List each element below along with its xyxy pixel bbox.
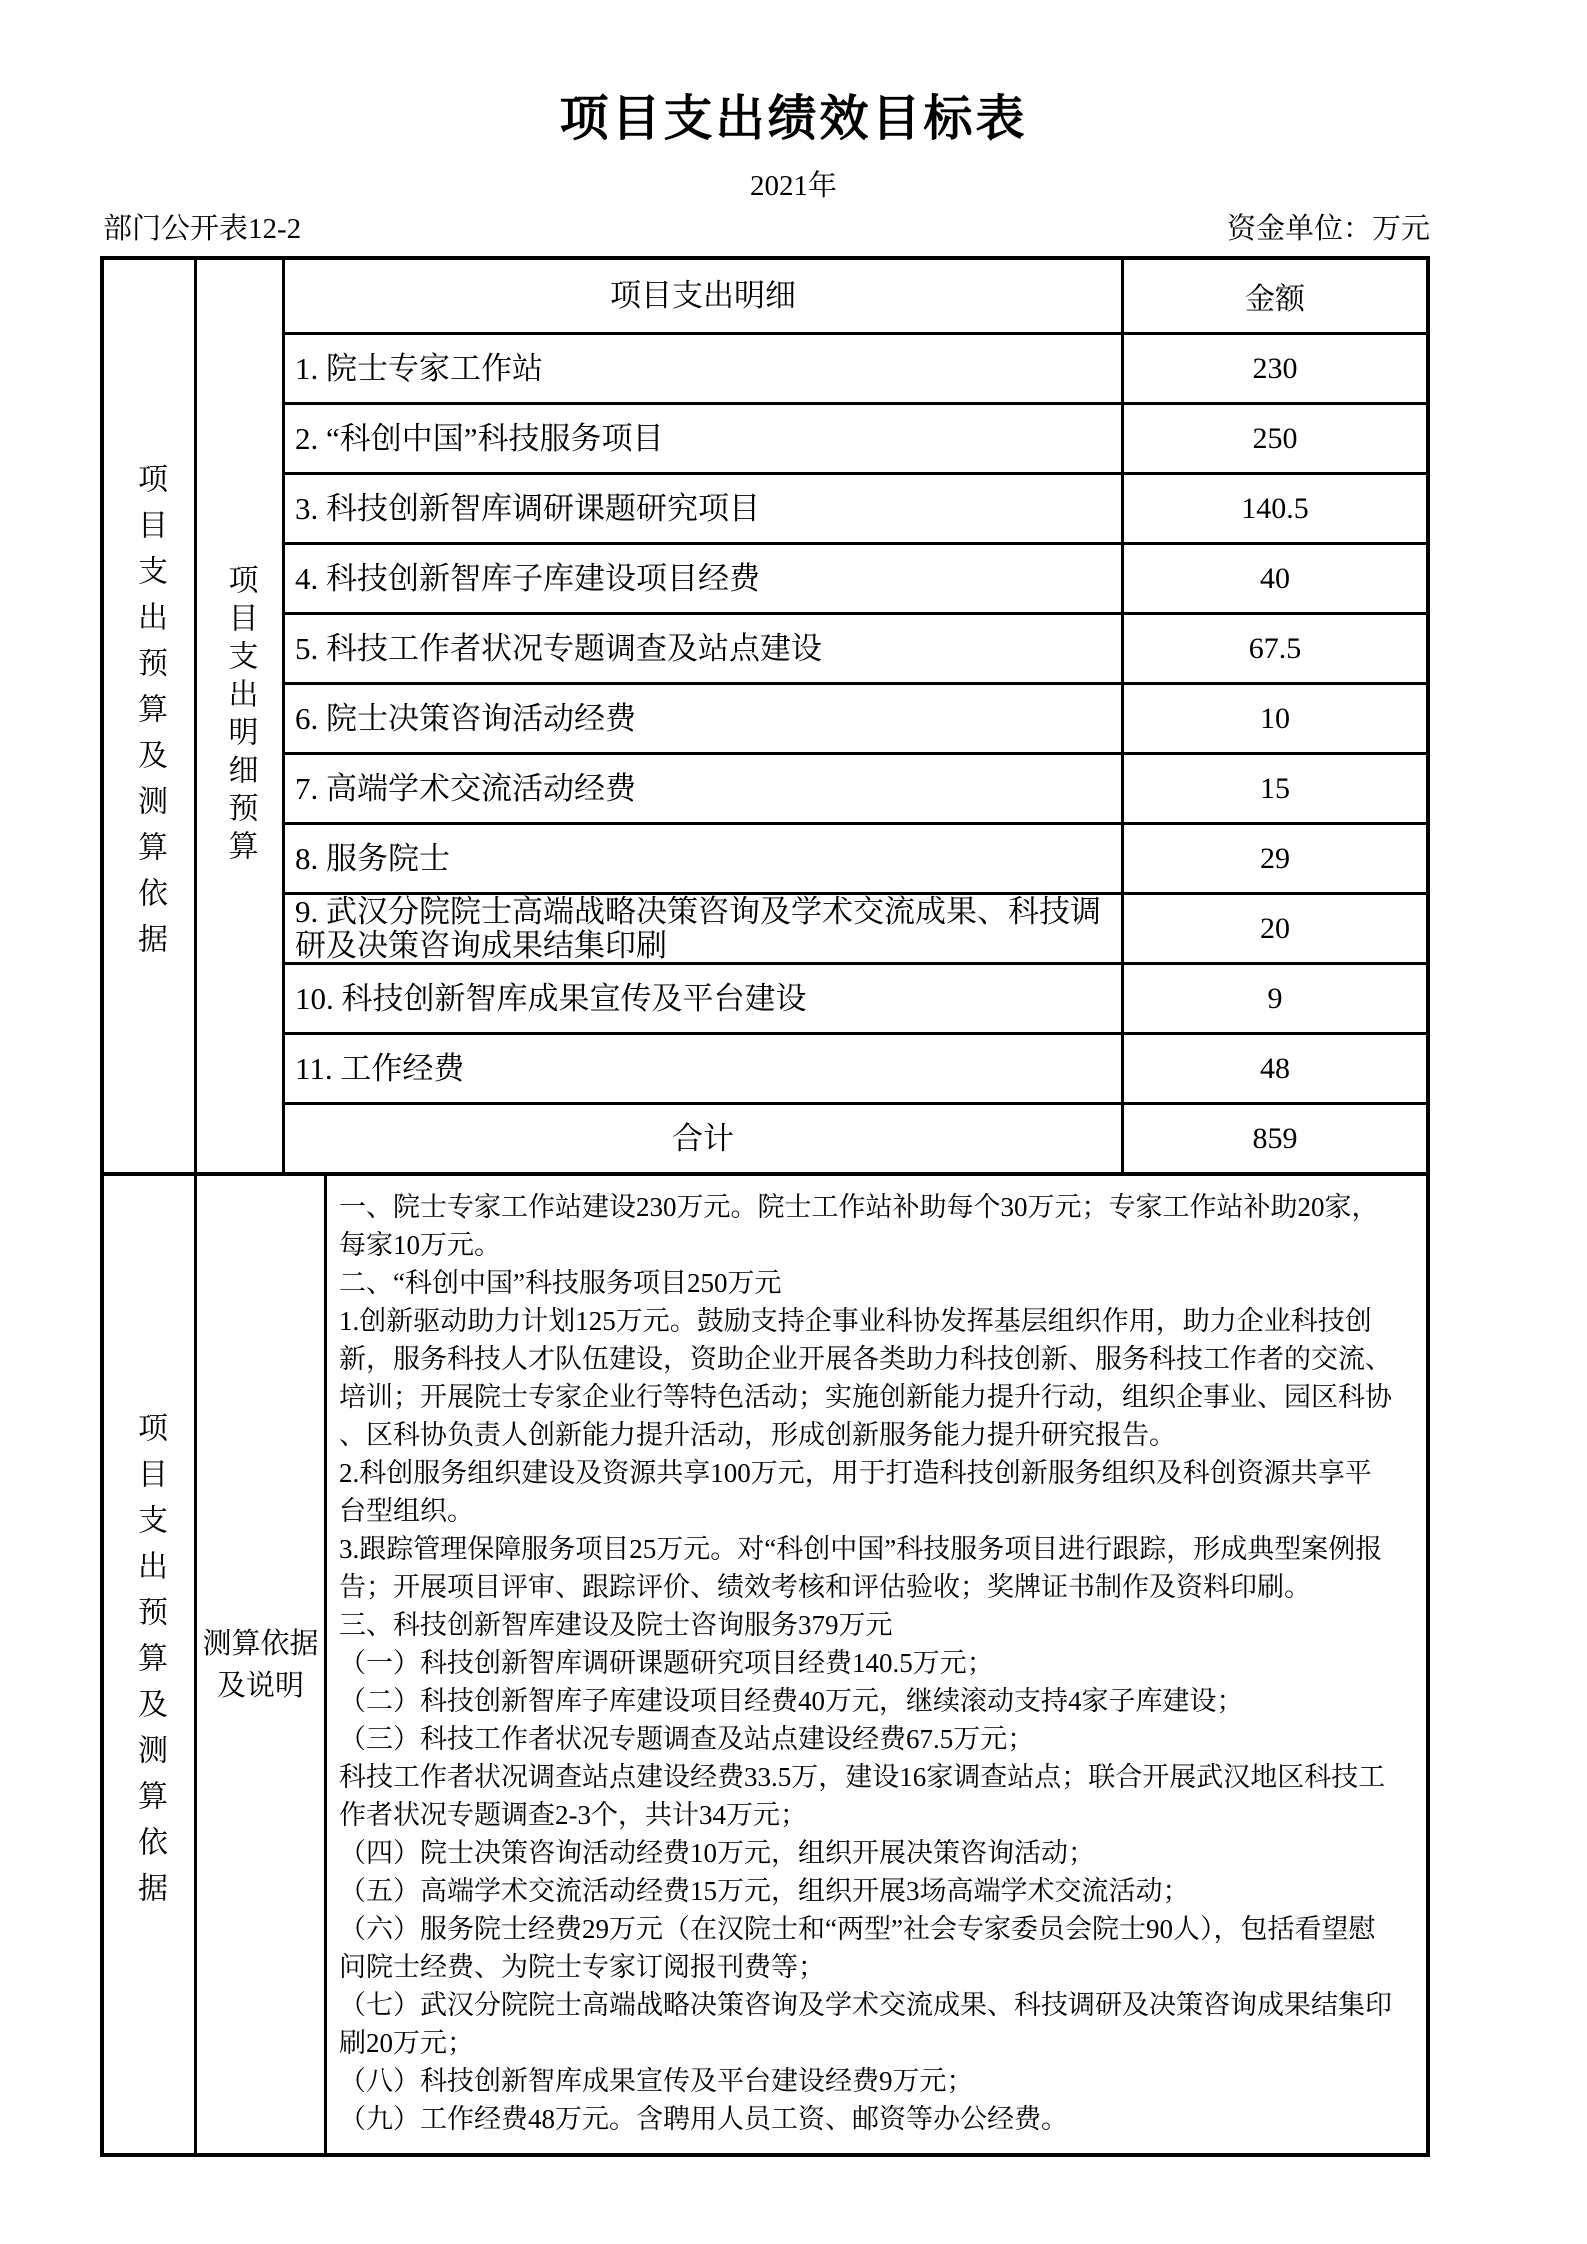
project-item-label: 7. 高端学术交流活动经费 xyxy=(295,770,636,806)
total-row xyxy=(285,1102,1426,1172)
column-header-row xyxy=(285,260,1426,332)
table-row xyxy=(285,822,1426,892)
text-line: 问院士经费、为院士专家订阅报刊费等； xyxy=(339,1952,825,1982)
text-line: 、区科协负责人创新能力提升活动，形成创新服务能力提升研究报告。 xyxy=(339,1420,1176,1450)
project-item-label: 2. “科创中国”科技服务项目 xyxy=(295,420,664,456)
side-header-cell xyxy=(104,260,197,1172)
text-line: 科技工作者状况调查站点建设经费33.5万，建设16家调查站点；联合开展武汉地区科技工 xyxy=(339,1762,1386,1792)
text-line: （一）科技创新智库调研课题研究项目经费140.5万元； xyxy=(339,1648,994,1678)
table-row xyxy=(285,1032,1426,1102)
side-header-cell-2 xyxy=(104,1176,197,2153)
table-row xyxy=(285,542,1426,612)
project-item-label: 11. 工作经费 xyxy=(295,1050,465,1086)
detail-grid xyxy=(285,260,1426,1172)
text-line: （二）科技创新智库子库建设项目经费40万元，继续滚动支持4家子库建设； xyxy=(339,1686,1244,1716)
text-line: （四）院士决策咨询活动经费10万元，组织开展决策咨询活动； xyxy=(339,1838,1095,1868)
table-row xyxy=(285,892,1426,962)
table-row xyxy=(285,682,1426,752)
table-row xyxy=(285,332,1426,402)
side-header-text-2: 项目支出预算及测算依据 xyxy=(133,1411,166,1918)
text-line: （五）高端学术交流活动经费15万元，组织开展3场高端学术交流活动； xyxy=(339,1876,1190,1906)
text-line: 告；开展项目评审、跟踪评价、绩效考核和评估验收；奖牌证书制作及资料印刷。 xyxy=(339,1572,1311,1602)
text-line: 一、院士专家工作站建设230万元。院士工作站补助每个30万元；专家工作站补助20家， xyxy=(339,1192,1379,1222)
text-line: （八）科技创新智库成果宣传及平台建设经费9万元； xyxy=(339,2066,974,2096)
project-item-label: 1. 院士专家工作站 xyxy=(295,350,543,386)
calc-basis-header-cell xyxy=(197,1176,327,2153)
table-row xyxy=(285,612,1426,682)
table-row xyxy=(285,472,1426,542)
project-item-amount: 140.5 xyxy=(1121,475,1426,542)
project-item-label: 10. 科技创新智库成果宣传及平台建设 xyxy=(295,980,807,1016)
text-line: 台型组织。 xyxy=(339,1496,474,1526)
project-item-amount: 9 xyxy=(1121,965,1426,1032)
total-label: 合计 xyxy=(672,1120,734,1156)
project-item-label: 5. 科技工作者状况专题调查及站点建设 xyxy=(295,630,822,666)
project-item-label: 4. 科技创新智库子库建设项目经费 xyxy=(295,560,760,596)
project-item-label: 6. 院士决策咨询活动经费 xyxy=(295,700,636,736)
project-item-amount: 29 xyxy=(1121,825,1426,892)
column-header-item: 项目支出明细 xyxy=(610,278,796,313)
project-item-amount: 230 xyxy=(1121,335,1426,402)
group-header-cell xyxy=(197,260,285,1172)
table-row xyxy=(285,402,1426,472)
calc-basis-text xyxy=(327,1176,1426,2153)
text-line: 3.跟踪管理保障服务项目25万元。对“科创中国”科技服务项目进行跟踪，形成典型案例报 xyxy=(339,1534,1383,1564)
project-item-amount: 15 xyxy=(1121,755,1426,822)
text-line: 新，服务科技人才队伍建设，资助企业开展各类助力科技创新、服务科技工作者的交流、 xyxy=(339,1344,1392,1374)
calc-basis-table xyxy=(100,1172,1430,2157)
project-item-amount: 40 xyxy=(1121,545,1426,612)
budget-detail-table xyxy=(100,256,1430,1176)
text-line: 作者状况专题调查2-3个，共计34万元； xyxy=(339,1800,807,1830)
text-line: 培训；开展院士专家企业行等特色活动；实施创新能力提升行动，组织企事业、园区科协 xyxy=(339,1382,1392,1412)
total-amount: 859 xyxy=(1121,1105,1426,1172)
project-item-label: 8. 服务院士 xyxy=(295,840,450,876)
text-line: 每家10万元。 xyxy=(339,1230,501,1260)
project-item-amount: 250 xyxy=(1121,405,1426,472)
table-row xyxy=(285,752,1426,822)
table-code: 部门公开表12-2 xyxy=(103,213,302,245)
project-item-amount: 67.5 xyxy=(1121,615,1426,682)
text-line: （六）服务院士经费29万元（在汉院士和“两型”社会专家委员会院士90人），包括看望慰 xyxy=(339,1914,1376,1944)
side-header-text: 项目支出预算及测算依据 xyxy=(133,463,166,969)
project-item-amount: 48 xyxy=(1121,1035,1426,1102)
page-title: 项目支出绩效目标表 xyxy=(559,91,1028,146)
text-line: （三）科技工作者状况专题调查及站点建设经费67.5万元； xyxy=(339,1724,1035,1754)
table-row xyxy=(285,962,1426,1032)
project-item-amount: 20 xyxy=(1121,895,1426,962)
page-year: 2021年 xyxy=(749,170,837,202)
text-line: 刷20万元； xyxy=(339,2028,474,2058)
project-item-label: 9. 武汉分院院士高端战略决策咨询及学术交流成果、科技调研及决策咨询成果结集印刷 xyxy=(295,893,1101,963)
unit-note: 资金单位：万元 xyxy=(1226,213,1430,245)
calc-basis-header-line2: 及说明 xyxy=(216,1669,304,1702)
project-item-label: 3. 科技创新智库调研课题研究项目 xyxy=(295,490,760,526)
text-line: （九）工作经费48万元。含聘用人员工资、邮资等办公经费。 xyxy=(339,2104,1068,2134)
calc-basis-header-line1: 测算依据 xyxy=(202,1627,319,1660)
text-line: 二、“科创中国”科技服务项目250万元 xyxy=(339,1268,782,1298)
column-header-amount: 金额 xyxy=(1121,260,1426,332)
group-header-text: 项目支出明细预算 xyxy=(223,564,257,868)
text-line: 1.创新驱动助力计划125万元。鼓励支持企事业科协发挥基层组织作用，助力企业科技创 xyxy=(339,1306,1372,1336)
text-line: 三、科技创新智库建设及院士咨询服务379万元 xyxy=(339,1610,893,1640)
project-item-amount: 10 xyxy=(1121,685,1426,752)
text-line: （七）武汉分院院士高端战略决策咨询及学术交流成果、科技调研及决策咨询成果结集印 xyxy=(339,1990,1392,2020)
text-line: 2.科创服务组织建设及资源共享100万元，用于打造科技创新服务组织及科创资源共享平 xyxy=(339,1458,1372,1488)
